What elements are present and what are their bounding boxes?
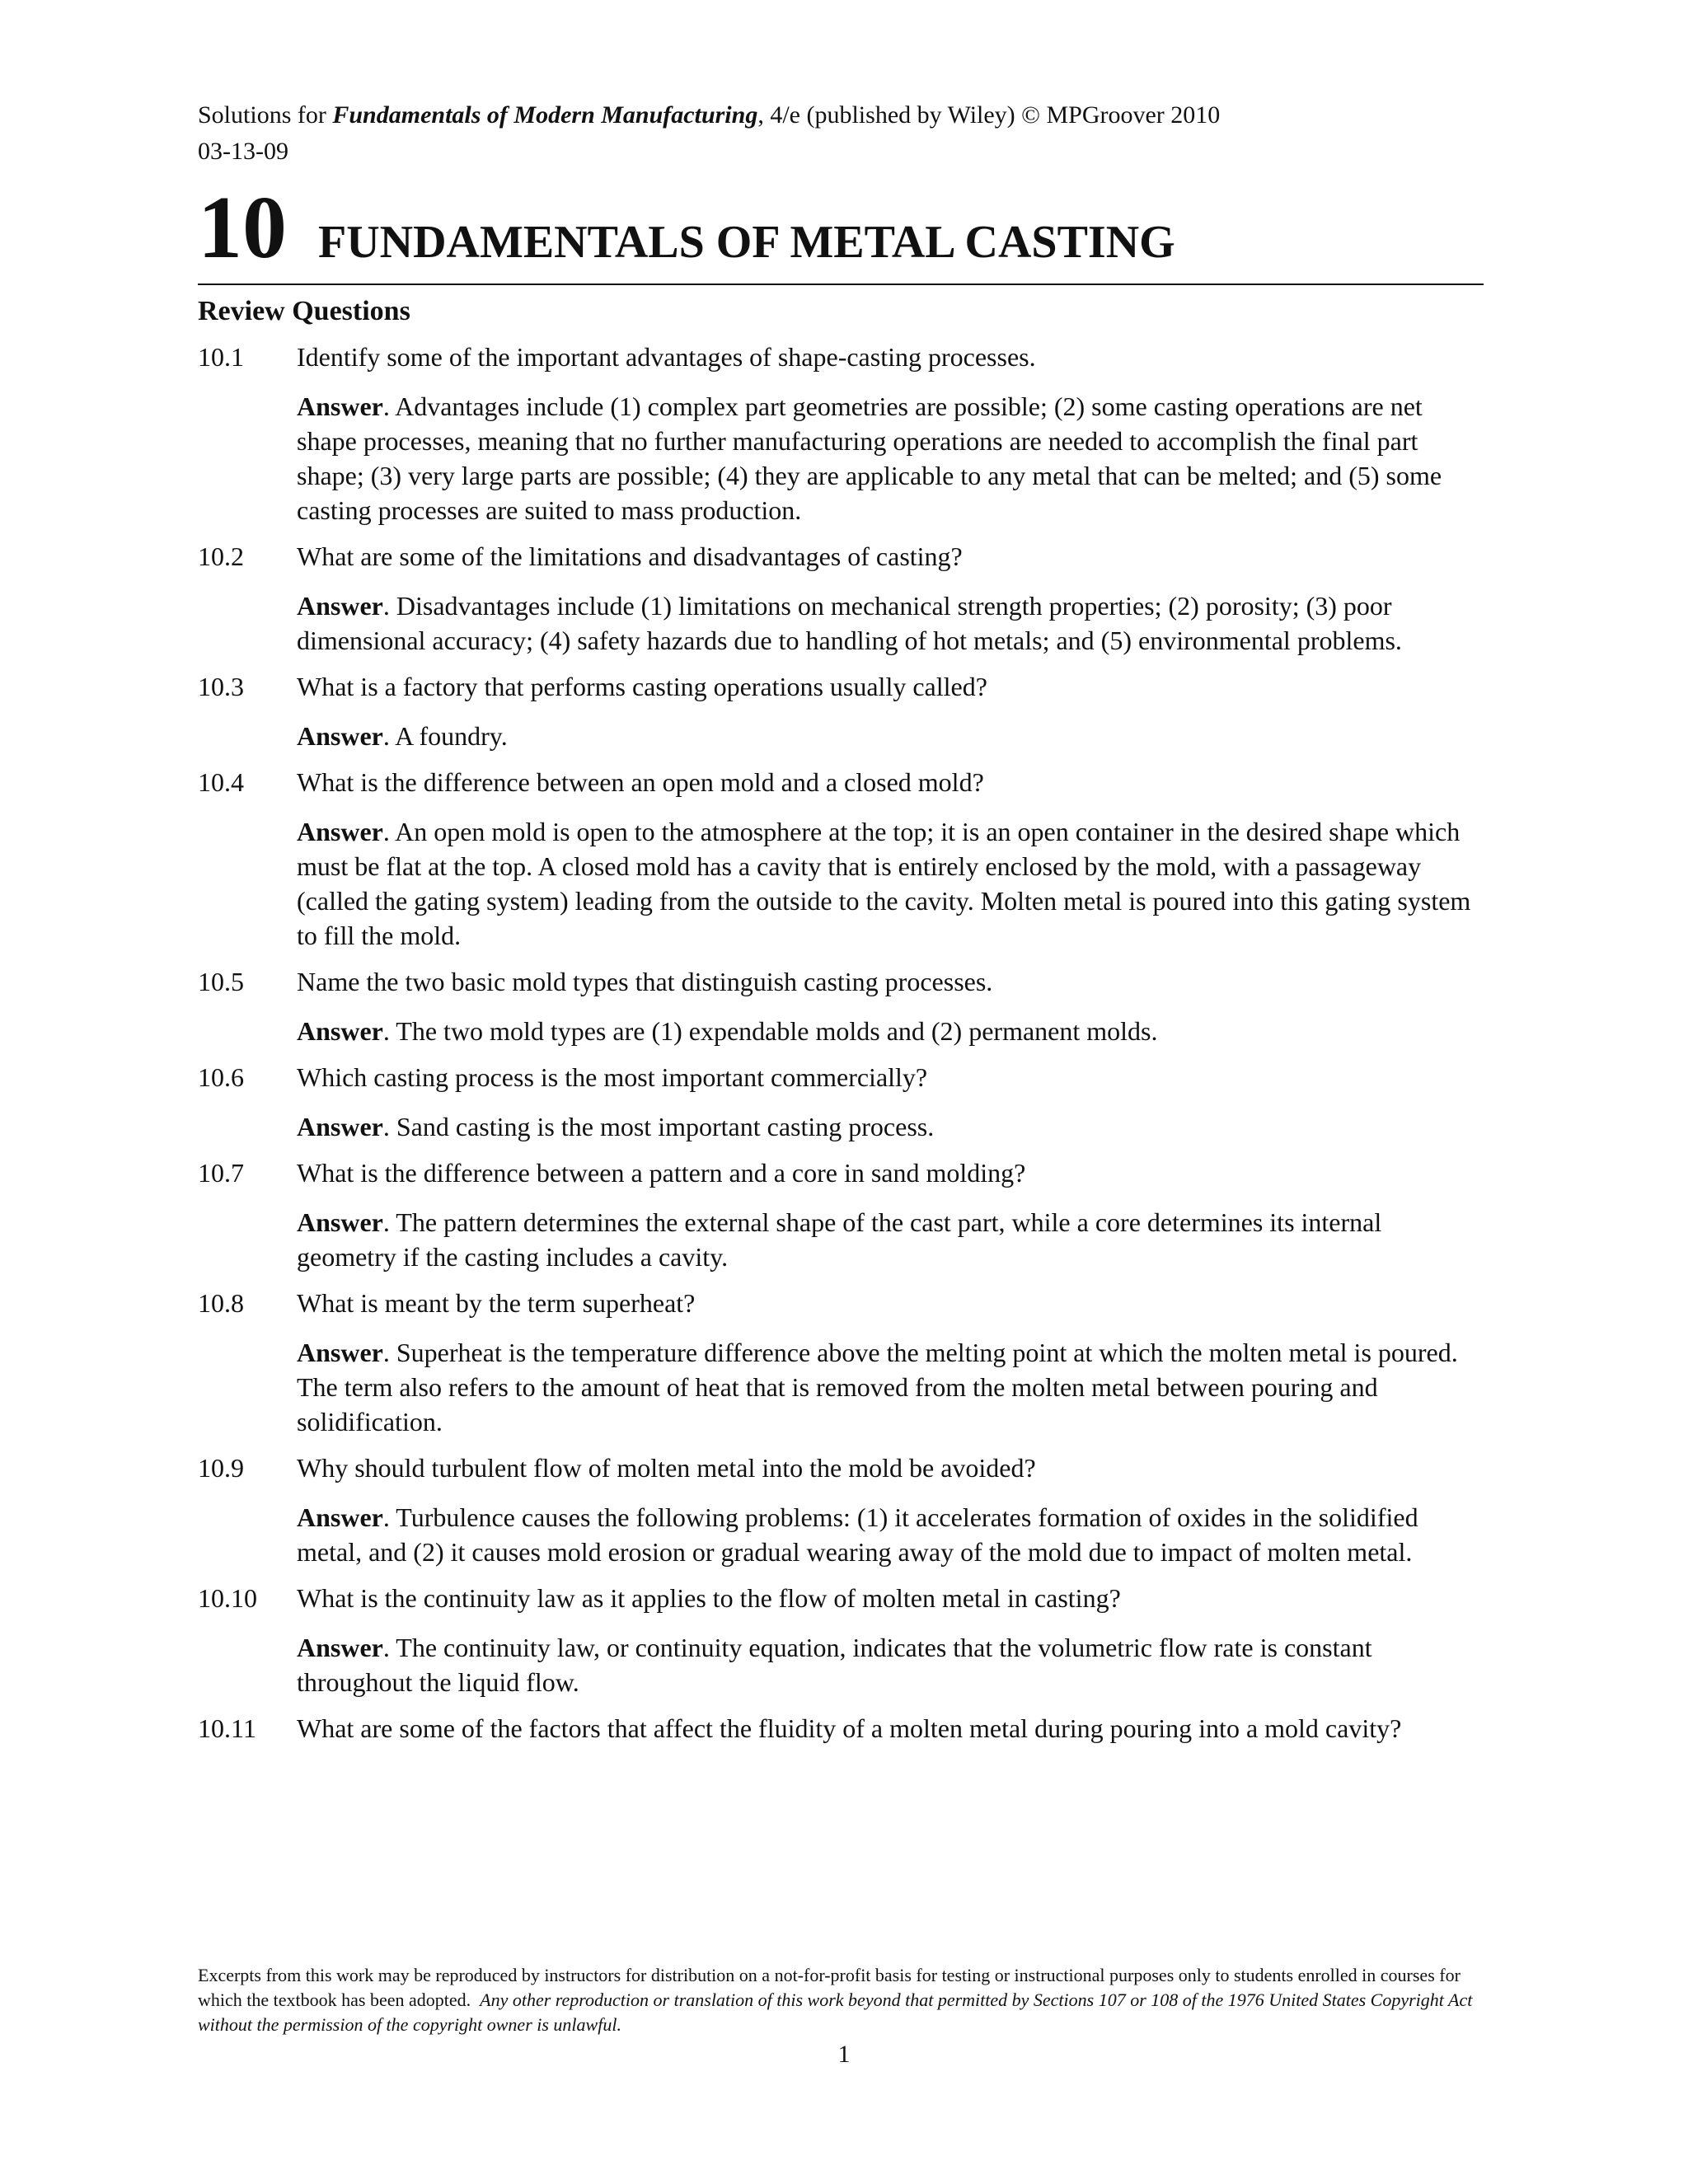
footer-plain: Excerpts from this work may be reproduced by instructors for distribution on a not-for-profit basis for testing or instructional purposes only to students enrolled in courses for which the textbook has been adopted. <box>198 1965 1461 2010</box>
question-number: 10.1 <box>198 342 244 372</box>
section-title: Review Questions <box>198 296 410 326</box>
question-row <box>198 1286 1484 1320</box>
question-text: Which casting process is the most important commercially? <box>297 1062 928 1092</box>
answer-text: . The pattern determines the external shape of the cast part, while a core determines its internal geometry if the casting includes a cavity. <box>297 1207 1382 1272</box>
question-number: 10.11 <box>198 1713 256 1743</box>
question-text: What is a factory that performs casting operations usually called? <box>297 672 987 701</box>
answer-paragraph <box>297 1335 1484 1439</box>
question-row <box>198 340 1484 374</box>
answer-paragraph <box>297 719 1484 753</box>
question-text: What is the continuity law as it applies to the flow of molten metal in casting? <box>297 1583 1121 1613</box>
question-text: What is the difference between an open mold and a closed mold? <box>297 767 984 797</box>
chapter-title: FUNDAMENTALS OF METAL CASTING <box>318 217 1175 268</box>
question-number: 10.6 <box>198 1062 244 1092</box>
copyright-footer <box>198 1963 1484 2037</box>
question-number: 10.3 <box>198 672 244 701</box>
answer-paragraph <box>297 389 1484 527</box>
answer-label: Answer <box>297 817 383 846</box>
question-number: 10.2 <box>198 541 244 571</box>
chapter-number: 10 <box>198 179 287 277</box>
question-number: 10.5 <box>198 967 244 996</box>
running-header <box>198 97 1484 134</box>
question-row <box>198 1711 1484 1746</box>
question-row <box>198 669 1484 704</box>
answer-text: . The two mold types are (1) expendable molds and (2) permanent molds. <box>382 1016 1158 1046</box>
book-title: Fundamentals of Modern Manufacturing <box>332 101 758 129</box>
answer-text: . Turbulence causes the following problems: (1) it accelerates formation of oxides in the solidified metal, and (2) it causes mold erosion or gradual wearing away of the mold due to impact of molten metal. <box>297 1502 1418 1567</box>
answer-text: . The continuity law, or continuity equation, indicates that the volumetric flow rate is constant throughout the liquid flow. <box>297 1633 1372 1697</box>
question-number: 10.10 <box>198 1583 257 1613</box>
answer-text: . Sand casting is the most important casting process. <box>382 1112 935 1141</box>
question-row <box>198 539 1484 574</box>
document-page <box>198 97 1484 1757</box>
question-row <box>198 1060 1484 1094</box>
answer-paragraph <box>297 1014 1484 1048</box>
answer-paragraph <box>297 1205 1484 1274</box>
question-number: 10.8 <box>198 1288 244 1318</box>
question-row <box>198 765 1484 799</box>
answer-label: Answer <box>297 1112 383 1141</box>
header-prefix: Solutions for <box>198 101 333 129</box>
answer-label: Answer <box>297 1016 383 1046</box>
question-block <box>198 1286 1484 1439</box>
question-text: Identify some of the important advantages of shape-casting processes. <box>297 342 1036 372</box>
question-block <box>198 669 1484 753</box>
answer-paragraph <box>297 1500 1484 1569</box>
answer-text: . A foundry. <box>382 721 508 751</box>
answer-label: Answer <box>297 1338 383 1367</box>
answer-paragraph <box>297 588 1484 658</box>
question-block <box>198 340 1484 527</box>
question-block <box>198 1451 1484 1569</box>
answer-paragraph <box>297 1109 1484 1144</box>
question-block <box>198 1581 1484 1699</box>
answer-label: Answer <box>297 591 383 621</box>
question-block <box>198 1060 1484 1144</box>
question-text: Why should turbulent flow of molten metal into the mold be avoided? <box>297 1453 1036 1483</box>
question-row <box>198 964 1484 999</box>
answer-label: Answer <box>297 1207 383 1237</box>
chapter-heading <box>198 179 1484 277</box>
question-list <box>198 340 1484 1746</box>
header-suffix: , 4/e (published by Wiley) © MPGroover 2010 <box>757 101 1221 129</box>
answer-label: Answer <box>297 721 383 751</box>
answer-paragraph <box>297 814 1484 953</box>
answer-paragraph <box>297 1630 1484 1699</box>
page-number: 1 <box>837 2041 851 2068</box>
question-block <box>198 539 1484 658</box>
answer-text: . An open mold is open to the atmosphere at the top; it is an open container in the desired shape which must be flat at the top. A closed mold has a cavity that is entirely enclosed by the mold, with a passageway (called the gating system) leading from the outside to the cavity. Molten metal is poured into this gating system to fill the mold. <box>297 817 1471 950</box>
question-text: What are some of the factors that affect the fluidity of a molten metal during pouring into a mold cavity? <box>297 1713 1402 1743</box>
answer-text: . Advantages include (1) complex part geometries are possible; (2) some casting operations are net shape processes, meaning that no further manufacturing operations are needed to accomplish the final part shape; (3) very large parts are possible; (4) they are applicable to any metal that can be melted; and (5) some casting processes are suited to mass production. <box>297 391 1442 525</box>
question-block <box>198 1711 1484 1746</box>
answer-label: Answer <box>297 1502 383 1532</box>
footer-italic: Any other reproduction or translation of this work beyond that permitted by Sections 107 or 108 of the 1976 United States Copyright Act without the permission of the copyright owner is unlawful. <box>198 1990 1473 2035</box>
answer-text: . Superheat is the temperature difference above the melting point at which the molten metal is poured. The term also refers to the amount of heat that is removed from the molten metal between pouring and solidification. <box>297 1338 1458 1436</box>
question-row <box>198 1451 1484 1485</box>
question-number: 10.9 <box>198 1453 244 1483</box>
answer-label: Answer <box>297 1633 383 1662</box>
question-block <box>198 964 1484 1048</box>
header-date: 03-13-09 <box>198 138 288 165</box>
question-text: What is meant by the term superheat? <box>297 1288 696 1318</box>
question-row <box>198 1581 1484 1615</box>
answer-text: . Disadvantages include (1) limitations on mechanical strength properties; (2) porosity; (3) poor dimensional accuracy; (4) safety hazards due to handling of hot metals; and (5) environmental problems. <box>297 591 1402 655</box>
heading-rule <box>198 284 1484 285</box>
question-text: What is the difference between a pattern and a core in sand molding? <box>297 1158 1026 1188</box>
question-block <box>198 765 1484 953</box>
question-number: 10.4 <box>198 767 244 797</box>
answer-label: Answer <box>297 391 383 421</box>
question-text: Name the two basic mold types that distinguish casting processes. <box>297 967 993 996</box>
question-block <box>198 1155 1484 1274</box>
question-row <box>198 1155 1484 1190</box>
question-number: 10.7 <box>198 1158 244 1188</box>
question-text: What are some of the limitations and disadvantages of casting? <box>297 541 963 571</box>
